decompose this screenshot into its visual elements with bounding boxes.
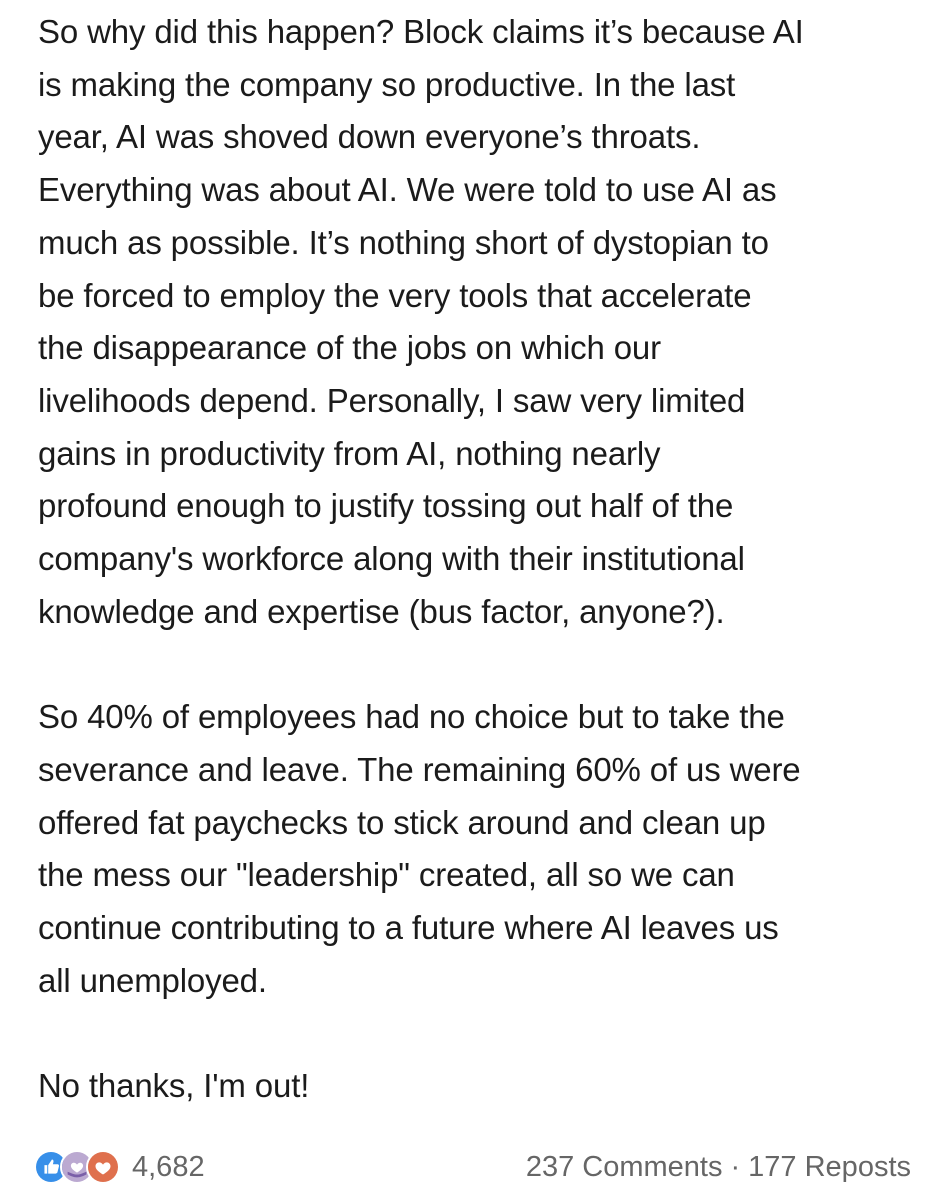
engagement-counts — [526, 1151, 911, 1184]
reactions-summary[interactable] — [34, 1150, 205, 1184]
post-paragraph: So 40% of employees had no choice but to take the severance and leave. The remaining 60% of us were offered fat paychecks to stick around and clean up the mess our "leadership" created, all so we can continue contributing to a future where AI leaves us all unemployed. — [38, 698, 801, 999]
reactions-count: 4,682 — [132, 1150, 205, 1183]
comments-count[interactable]: 237 Comments — [525, 1150, 723, 1183]
post-body — [38, 6, 928, 1113]
reposts-count[interactable]: 177 Reposts — [748, 1150, 911, 1183]
post-paragraph: So why did this happen? Block claims it’s because AI is making the company so productive. In the last year, AI was shoved down everyone’s throats. Everything was about AI. We were told to use AI as much as possible. It’s nothing short of dystopian to be forced to employ the very tools that accelerate the disappearance of the jobs on which our livelihoods depend. Personally, I saw very limited gains in productivity from AI, nothing nearly profound enough to justify tossing out half of the company's workforce along with their institutional knowledge and expertise (bus factor, anyone?). — [38, 13, 804, 630]
social-counts-bar — [34, 1142, 911, 1192]
love-icon — [86, 1150, 120, 1184]
reaction-icons — [34, 1150, 120, 1184]
post-paragraph: No thanks, I'm out! — [38, 1067, 310, 1105]
separator-dot: · — [730, 1150, 741, 1183]
